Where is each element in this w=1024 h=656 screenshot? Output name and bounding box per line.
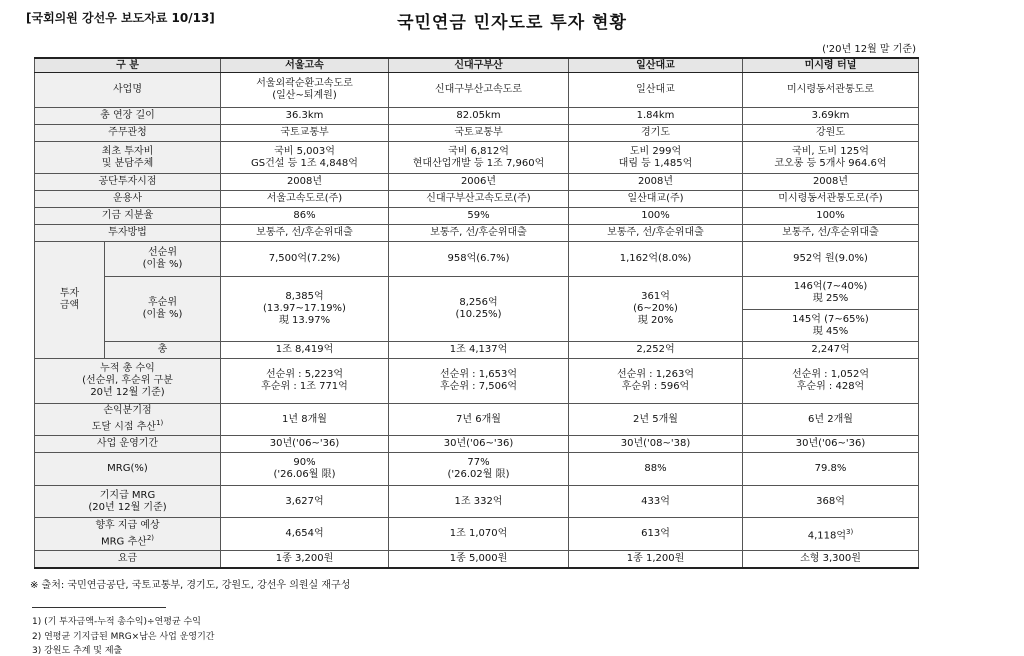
cell: 2년 5개월 — [569, 404, 743, 436]
cell: 2006년 — [389, 174, 569, 191]
cell: 6년 2개월 — [743, 404, 919, 436]
investment-table — [34, 57, 919, 569]
cell: 368억 — [743, 486, 919, 518]
cell: 선순위 : 1,052억 후순위 : 428억 — [743, 359, 919, 404]
footnote-1: 1) (기 투자금액-누적 총수익)÷연평균 수익 — [32, 617, 201, 627]
cell: 77% ('26.02월 限) — [389, 453, 569, 486]
cell: 경기도 — [569, 125, 743, 142]
cell: 36.3km — [221, 108, 389, 125]
press-release-label: [국회의원 강선우 보도자료 10/13] — [26, 11, 215, 25]
cell: 미시령동서관통도로(주) — [743, 191, 919, 208]
row-breakeven — [35, 404, 919, 436]
cell: 30년('06~'36) — [221, 436, 389, 453]
col-header-daegu-busan: 신대구부산 — [389, 58, 569, 73]
cell: 1조 332억 — [389, 486, 569, 518]
cell: 79.8% — [743, 453, 919, 486]
source-note: ※ 출처: 국민연금공단, 국토교통부, 경기도, 강원도, 강선우 의원실 재구성 — [30, 580, 351, 591]
col-header-ilsan: 일산대교 — [569, 58, 743, 73]
row-label: 기지급 MRG (20년 12월 기준) — [35, 486, 221, 518]
footnote-3: 3) 강원도 추계 및 제출 — [32, 646, 123, 656]
cell: 88% — [569, 453, 743, 486]
cell: 선순위 : 1,653억 후순위 : 7,506억 — [389, 359, 569, 404]
cell: 소형 3,300원 — [743, 551, 919, 568]
cell: 도비 299억 대림 등 1,485억 — [569, 142, 743, 174]
cell: 7,500억(7.2%) — [221, 242, 389, 277]
row-label: 요금 — [35, 551, 221, 568]
row-label: 누적 총 수익 (선순위, 후순위 구분 20년 12월 기준) — [35, 359, 221, 404]
cell: 82.05km — [389, 108, 569, 125]
cell: 1조 4,137억 — [389, 342, 569, 359]
cell: 958억(6.7%) — [389, 242, 569, 277]
cell: 신대구부산고속도로 — [389, 73, 569, 108]
row-label: 운용사 — [35, 191, 221, 208]
cell: 30년('06~'36) — [389, 436, 569, 453]
row-investor — [35, 142, 919, 174]
cell: 선순위 : 5,223억 후순위 : 1조 771억 — [221, 359, 389, 404]
cell: 59% — [389, 208, 569, 225]
row-operator — [35, 191, 919, 208]
row-revenue — [35, 359, 919, 404]
cell: 국토교통부 — [389, 125, 569, 142]
cell: 일산대교 — [569, 73, 743, 108]
cell: 952억 원(9.0%) — [743, 242, 919, 277]
cell: 2008년 — [743, 174, 919, 191]
cell: 145억 (7~65%) 現 45% — [743, 310, 919, 342]
cell: 보통주, 선/후순위대출 — [221, 225, 389, 242]
cell: 국토교통부 — [221, 125, 389, 142]
footnote-2: 2) 연평균 기지급된 MRG×남은 사업 운영기간 — [32, 632, 215, 642]
col-header-category: 구 분 — [35, 58, 221, 73]
row-paid-mrg — [35, 486, 919, 518]
cell: 1종 1,200원 — [569, 551, 743, 568]
cell: 선순위 : 1,263억 후순위 : 596억 — [569, 359, 743, 404]
row-label: MRG(%) — [35, 453, 221, 486]
cell: 100% — [569, 208, 743, 225]
cell: 1조 1,070억 — [389, 518, 569, 551]
cell: 2,252억 — [569, 342, 743, 359]
row-label: 선순위 (이율 %) — [105, 242, 221, 277]
row-project — [35, 73, 919, 108]
row-label: 총 — [105, 342, 221, 359]
row-period — [35, 436, 919, 453]
cell: 1,162억(8.0%) — [569, 242, 743, 277]
cell: 2,247억 — [743, 342, 919, 359]
row-invest-total — [35, 342, 919, 359]
page-title: 국민연금 민자도로 투자 현황 — [397, 13, 627, 33]
cell: 1년 8개월 — [221, 404, 389, 436]
cell: 서울외곽순환고속도로 (일산~퇴계원) — [221, 73, 389, 108]
cell: 30년('06~'36) — [743, 436, 919, 453]
col-header-misiryeong: 미시령 터널 — [743, 58, 919, 73]
row-start — [35, 174, 919, 191]
cell: 미시령동서관통도로 — [743, 73, 919, 108]
cell: 신대구부산고속도로(주) — [389, 191, 569, 208]
footnote-divider — [32, 607, 166, 608]
cell: 국비, 도비 125억 코오롱 등 5개사 964.6억 — [743, 142, 919, 174]
row-future-mrg — [35, 518, 919, 551]
row-label: 사업명 — [35, 73, 221, 108]
row-label: 사업 운영기간 — [35, 436, 221, 453]
row-label: 후순위 (이율 %) — [105, 277, 221, 342]
cell: 86% — [221, 208, 389, 225]
row-label: 최초 투자비 및 분담주체 — [35, 142, 221, 174]
cell: 보통주, 선/후순위대출 — [389, 225, 569, 242]
row-length — [35, 108, 919, 125]
row-label: 투자방법 — [35, 225, 221, 242]
header-row — [35, 58, 919, 73]
row-label: 총 연장 길이 — [35, 108, 221, 125]
cell: 2008년 — [569, 174, 743, 191]
cell: 361억 (6~20%) 現 20% — [569, 277, 743, 342]
date-basis: ('20년 12월 말 기준) — [822, 44, 916, 55]
cell: 433억 — [569, 486, 743, 518]
cell: 4,654억 — [221, 518, 389, 551]
row-authority — [35, 125, 919, 142]
cell: 1조 8,419억 — [221, 342, 389, 359]
cell: 90% ('26.06월 限) — [221, 453, 389, 486]
cell: 8,385억 (13.97~17.19%) 現 13.97% — [221, 277, 389, 342]
row-method — [35, 225, 919, 242]
cell: 일산대교(주) — [569, 191, 743, 208]
row-mrg — [35, 453, 919, 486]
row-invest-junior — [35, 277, 919, 310]
cell: 3.69km — [743, 108, 919, 125]
cell: 1종 5,000원 — [389, 551, 569, 568]
cell: 146억(7~40%) 現 25% — [743, 277, 919, 310]
row-invest-senior — [35, 242, 919, 277]
cell: 3,627억 — [221, 486, 389, 518]
cell: 보통주, 선/후순위대출 — [743, 225, 919, 242]
cell: 국비 6,812억 현대산업개발 등 1조 7,960억 — [389, 142, 569, 174]
cell: 30년('08~'38) — [569, 436, 743, 453]
cell: 보통주, 선/후순위대출 — [569, 225, 743, 242]
cell: 1종 3,200원 — [221, 551, 389, 568]
cell: 613억 — [569, 518, 743, 551]
row-share — [35, 208, 919, 225]
row-label: 손익분기점 도달 시점 추산$^{1)}$ — [35, 404, 221, 436]
row-label: 공단투자시점 — [35, 174, 221, 191]
cell: 2008년 — [221, 174, 389, 191]
row-label: 기금 지분율 — [35, 208, 221, 225]
cell: 강원도 — [743, 125, 919, 142]
col-header-seoul: 서울고속 — [221, 58, 389, 73]
row-label: 주무관청 — [35, 125, 221, 142]
cell: 7년 6개월 — [389, 404, 569, 436]
cell: 서울고속도로(주) — [221, 191, 389, 208]
cell: 100% — [743, 208, 919, 225]
cell: 1.84km — [569, 108, 743, 125]
row-label: 향후 지급 예상 MRG 추산$^{2)}$ — [35, 518, 221, 551]
cell: 4,118억$^{3)}$ — [743, 518, 919, 551]
cell: 국비 5,003억 GS건설 등 1조 4,848억 — [221, 142, 389, 174]
cell: 8,256억 (10.25%) — [389, 277, 569, 342]
invest-group-label: 투자 금액 — [35, 242, 105, 359]
row-fare — [35, 551, 919, 568]
